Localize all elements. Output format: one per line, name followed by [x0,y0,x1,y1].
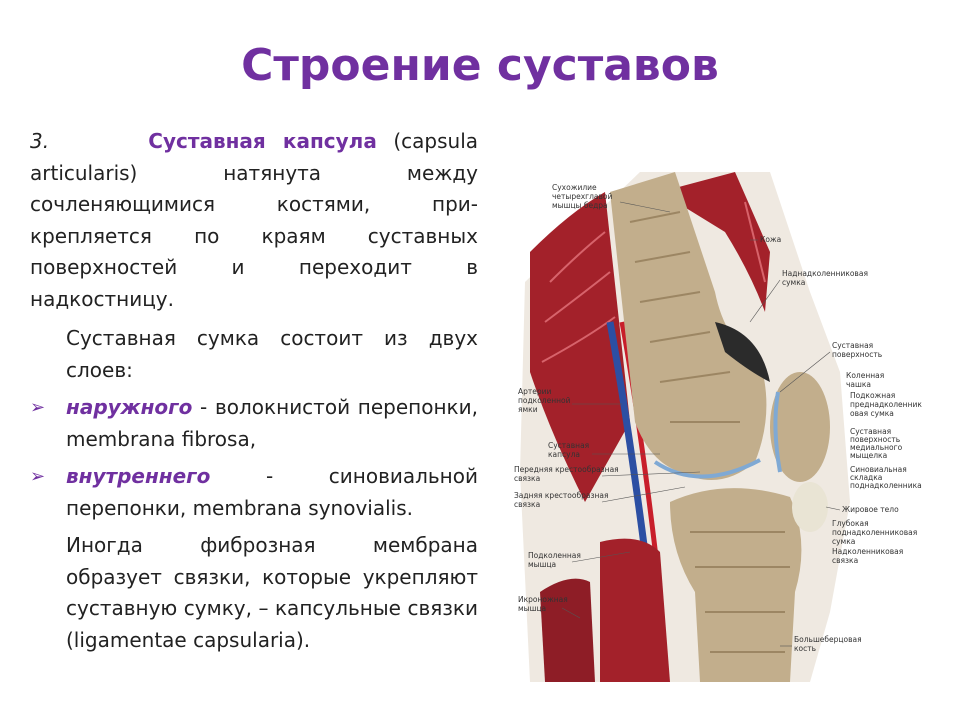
item-number: 3. [30,129,50,153]
svg-text:Задняя крестообразнаясвязка: Задняя крестообразная связка [514,491,609,509]
knee-joint-illustration [510,172,930,682]
capsule-description: (capsula articularis) натянута между сочленяющимися костями, прикрепляется по краям суставных поверхностей и переходит в надкостницу. [30,129,478,311]
svg-text:Суставнаяповерхностьмедиальног: Суставная поверхность медиального мыщелка [850,427,903,460]
svg-text:Большеберцоваякость: Большеберцовая кость [794,635,862,653]
arrow-bullet-icon: ➢ [30,466,46,487]
svg-text:Сухожилиечетырехглавоймышцы бе: Сухожилие четырехглавой мышцы бедра [552,183,613,210]
svg-text:Коленнаячашка: Коленная чашка [846,371,885,389]
svg-text:Артерииподколеннойямки: Артерии подколенной ямки [518,387,571,414]
arrow-bullet-icon: ➢ [30,397,46,418]
bullet-outer [30,392,478,455]
svg-text:Жировое тело: Жировое тело [842,505,899,514]
paragraph-ligaments: Иногда фиброзная мембрана образует связки, которые укрепляют суставную сумку, – капсульные связки (ligamentae capsularia). [66,533,478,652]
svg-text:Передняя крестообразнаясвязка: Передняя крестообразная связка [514,465,619,483]
outer-description: - волокнистой перепонки, membrana fibrosa, [66,395,478,451]
svg-text:Глубокаяподнадколенниковаясумк: Глубокая поднадколенниковая сумка [832,519,918,546]
svg-text:Надколенниковаясвязка: Надколенниковая связка [832,547,904,565]
svg-text:Суставнаякапсула: Суставная капсула [548,441,590,459]
svg-text:Кожа: Кожа [760,235,782,244]
svg-text:Подкожнаяпреднадколенниковая с: Подкожная преднадколенник овая сумка [850,391,922,418]
bullet-inner [30,461,478,524]
paragraph-layers: Суставная сумка состоит из двух слоев: [66,326,478,382]
svg-text:Суставнаяповерхность: Суставная поверхность [832,341,883,359]
svg-text:Подколеннаямышца: Подколенная мышца [528,551,581,569]
inner-description: - синовиальной перепонки, membrana synovialis. [66,464,478,520]
body-text [30,126,478,656]
paragraph-capsule [30,126,478,315]
svg-text:Синовиальнаяскладкаподнадколен: Синовиальная складка поднадколенника [850,465,922,490]
svg-text:Икроножнаямышца: Икроножная мышца [518,595,568,613]
term-outer: наружного [66,395,193,419]
term-inner: внутреннего [66,464,211,488]
svg-text:Наднадколенниковаясумка: Наднадколенниковая сумка [782,269,868,287]
term-capsule: Суставная капсула [148,129,377,153]
page-title: Строение суставов [241,40,719,91]
